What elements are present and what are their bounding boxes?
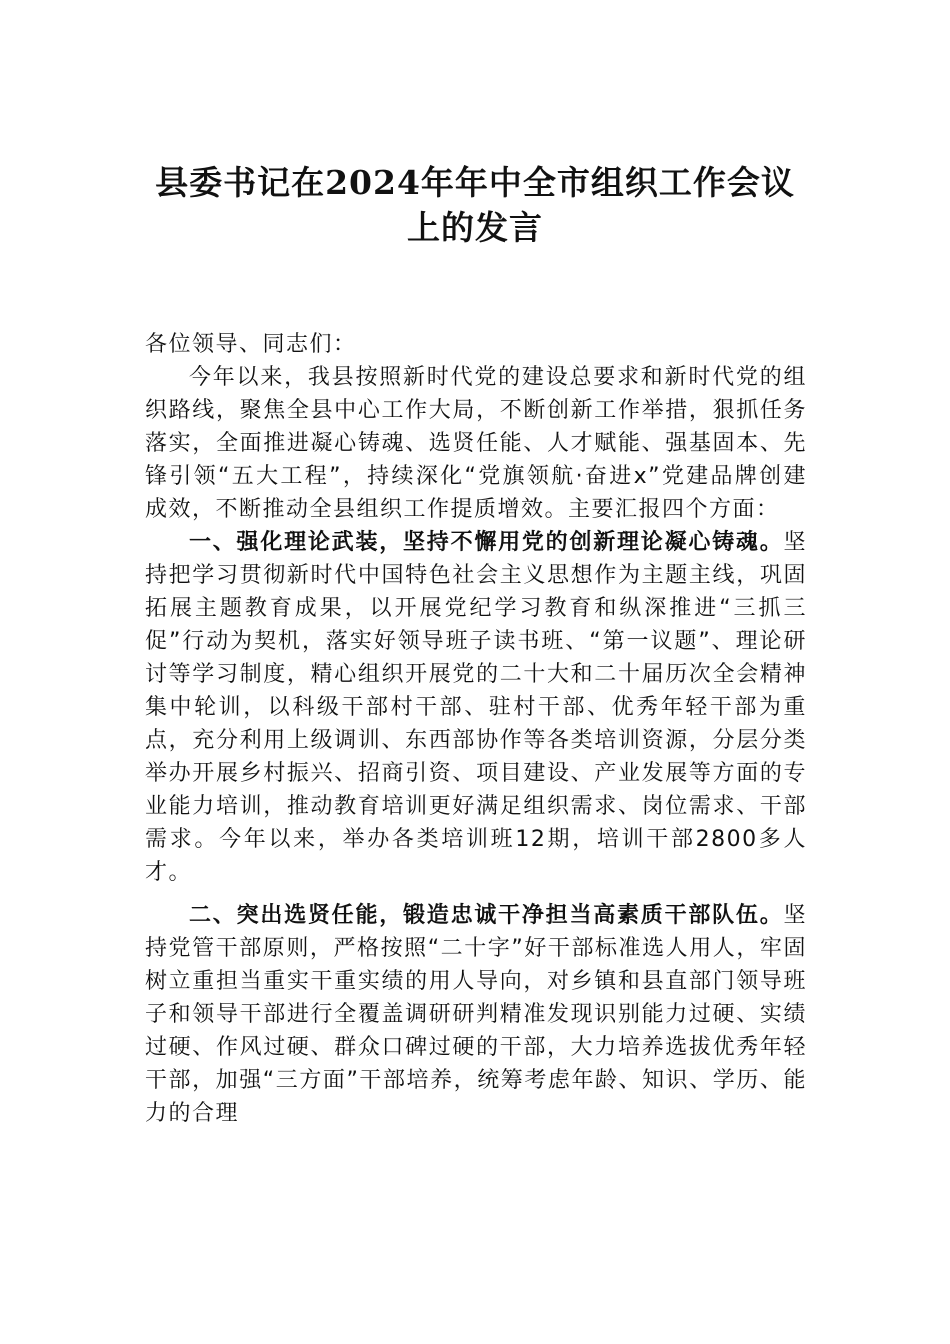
section-1-paragraph [145, 526, 807, 889]
document-title-line-2: 上的发言 [407, 208, 543, 247]
section-2-body: 坚持党管干部原则，严格按照“二十字”好干部标准选人用人，牢固树立重担当重实干重实绩的用人导向，对乡镇和县直部门领导班子和领导干部进行全覆盖调研研判精准发现识别能力过硬、实绩过硬、作风过硬、群众口碑过硬的干部，大力培养选拔优秀年轻干部，加强“三方面”干部培养，统筹考虑年龄、知识、学历、能力的合理 [145, 903, 807, 1126]
section-2-paragraph [145, 899, 807, 1130]
section-2-heading: 二、突出选贤任能，锻造忠诚干净担当高素质干部队伍。 [189, 903, 784, 928]
document-body [145, 328, 807, 1130]
salutation: 各位领导、同志们： [145, 332, 357, 357]
intro-paragraph: 今年以来，我县按照新时代党的建设总要求和新时代党的组织路线，聚焦全县中心工作大局，不断创新工作举措，狠抓任务落实，全面推进凝心铸魂、选贤任能、人才赋能、强基固本、先锋引领“五大工程”，持续深化“党旗领航·奋进x”党建品牌创建成效，不断推动全县组织工作提质增效。主要汇报四个方面： [145, 365, 807, 522]
document-title-line-1: 县委书记在2024年年中全市组织工作会议 [155, 163, 795, 202]
section-1-heading: 一、强化理论武装，坚持不懈用党的创新理论凝心铸魂。 [189, 530, 784, 555]
section-1-body: 坚持把学习贯彻新时代中国特色社会主义思想作为主题主线，巩固拓展主题教育成果，以开展党纪学习教育和纵深推进“三抓三促”行动为契机，落实好领导班子读书班、“第一议题”、理论研讨等学习制度，精心组织开展党的二十大和二十届历次全会精神集中轮训，以科级干部村干部、驻村干部、优秀年轻干部为重点，充分利用上级调训、东西部协作等各类培训资源，分层分类举办开展乡村振兴、招商引资、项目建设、产业发展等方面的专业能力培训，推动教育培训更好满足组织需求、岗位需求、干部需求。今年以来，举办各类培训班12期，培训干部2800多人才。 [145, 530, 807, 885]
